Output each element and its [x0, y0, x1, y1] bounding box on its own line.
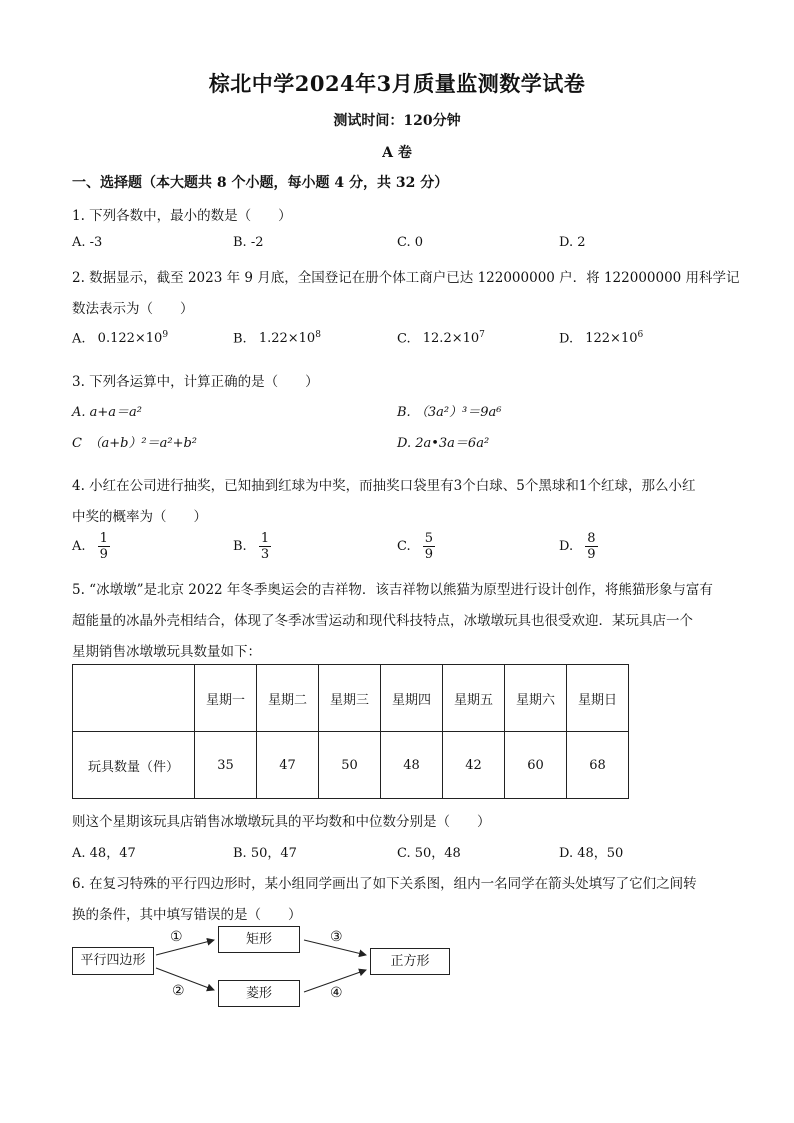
table-cell: 42 — [443, 732, 505, 799]
label-4: ④ — [330, 985, 343, 1001]
q3-option-a: A. a+a＝a² — [72, 405, 143, 420]
q2-letter-c: C. — [397, 331, 411, 347]
q2-base-a: 0.122×10 — [97, 331, 163, 347]
table-row-label: 玩具数量（件） — [73, 732, 195, 799]
rectangle-box: 矩形 — [218, 926, 300, 953]
q1-stem: 1. 下列各数中，最小的数是（ ） — [72, 208, 292, 224]
label-2: ② — [172, 983, 185, 999]
table-header-cell: 星期日 — [567, 665, 629, 732]
table-header-cell: 星期三 — [319, 665, 381, 732]
q4-stem-line1: 4. 小红在公司进行抽奖，已知抽到红球为中奖，而抽奖口袋里有3个白球、5个黑球和1个红球，那么小红 — [72, 478, 696, 494]
test-time: 测试时间：120分钟 — [333, 113, 461, 129]
q3-option-c: C （a+b）²＝a²+b² — [72, 436, 198, 451]
table-header-cell: 星期六 — [505, 665, 567, 732]
q2-base-c: 12.2×10 — [422, 331, 480, 347]
q2-exp-c: 7 — [479, 330, 485, 340]
q2-stem-line2: 数法表示为（ ） — [72, 301, 194, 317]
q3-option-d: D. 2a•3a＝6a² — [397, 436, 490, 451]
q5-option-a: A. 48，47 — [72, 846, 136, 861]
table-cell: 47 — [257, 732, 319, 799]
table-cell: 48 — [381, 732, 443, 799]
q4-letter-a: A. — [72, 539, 86, 554]
parallelogram-box: 平行四边形 — [72, 947, 154, 975]
label-1: ① — [170, 929, 183, 945]
volume-label: A 卷 — [382, 145, 412, 161]
q2-base-b: 1.22×10 — [258, 331, 316, 347]
q2-exp-a: 9 — [162, 330, 169, 340]
table-header-cell: 星期一 — [195, 665, 257, 732]
q5-option-b: B. 50，47 — [233, 846, 297, 861]
q4-letter-d: D. — [559, 539, 574, 554]
table-cell: 68 — [567, 732, 629, 799]
q1-option-b: B. -2 — [233, 235, 264, 250]
q5-stem-line1: 5. “冰墩墩”是北京 2022 年冬季奥运会的吉祥物．该吉祥物以熊猫为原型进行设计创作，将熊猫形象与富有 — [72, 582, 713, 598]
q5-question: 则这个星期该玩具店销售冰墩墩玩具的平均数和中位数分别是（ ） — [72, 814, 491, 830]
q4-num-c: 5 — [424, 531, 434, 546]
q3-option-b: B. （3a²）³＝9a⁶ — [397, 405, 502, 420]
q2-letter-a: A. — [72, 331, 86, 347]
q5-stem-line2: 超能量的冰晶外壳相结合，体现了冬季冰雪运动和现代科技特点，冰墩墩玩具也很受欢迎．某玩具店一个 — [72, 613, 693, 629]
q4-den-d: 9 — [587, 547, 596, 562]
q5-option-d: D. 48，50 — [559, 846, 624, 861]
arrow-2 — [156, 968, 214, 990]
q2-exp-b: 8 — [315, 330, 321, 340]
square-box: 正方形 — [370, 948, 450, 975]
q1-option-d: D. 2 — [559, 235, 586, 250]
q4-letter-c: C. — [397, 539, 411, 554]
section-heading: 一、选择题（本大题共 8 个小题，每小题 4 分，共 32 分） — [72, 175, 449, 191]
q4-stem-line2: 中奖的概率为（ ） — [72, 509, 207, 525]
table-header-cell: 星期四 — [381, 665, 443, 732]
q4-den-a: 9 — [99, 547, 108, 562]
q5-stem-line3: 星期销售冰墩墩玩具数量如下： — [72, 644, 261, 660]
q1-option-a: A. -3 — [72, 235, 103, 250]
q4-den-c: 9 — [424, 547, 434, 562]
q6-stem-line1: 6. 在复习特殊的平行四边形时，某小组同学画出了如下关系图，组内一名同学在箭头处填写了它们之间转 — [72, 876, 697, 892]
arrow-1 — [156, 940, 214, 955]
table-header-cell: 星期五 — [443, 665, 505, 732]
table-cell: 50 — [319, 732, 381, 799]
table-cell: 35 — [195, 732, 257, 799]
q2-stem-line1: 2. 数据显示，截至 2023 年 9 月底，全国登记在册个体工商户已达 122000000 户．将 122000000 用科学记 — [72, 270, 740, 286]
label-3: ③ — [330, 929, 343, 945]
page-title: 棕北中学2024年3月质量监测数学试卷 — [208, 71, 586, 96]
q4-num-a: 1 — [99, 531, 108, 546]
q2-letter-d: D. — [559, 331, 574, 347]
q2-exp-d: 6 — [637, 330, 644, 340]
table-cell: 60 — [505, 732, 567, 799]
q5-option-c: C. 50，48 — [397, 846, 461, 861]
q4-den-b: 3 — [260, 547, 270, 562]
q6-stem-line2: 换的条件，其中填写错误的是（ ） — [72, 907, 302, 923]
q4-num-d: 8 — [587, 531, 596, 546]
rhombus-box: 菱形 — [218, 980, 300, 1007]
table-header-cell: 星期二 — [257, 665, 319, 732]
q4-num-b: 1 — [260, 531, 270, 546]
q1-option-c: C. 0 — [397, 235, 424, 250]
q3-stem: 3. 下列各运算中，计算正确的是（ ） — [72, 374, 319, 390]
q2-letter-b: B. — [233, 331, 247, 347]
q2-base-d: 122×10 — [585, 331, 638, 347]
q4-letter-b: B. — [233, 539, 247, 554]
